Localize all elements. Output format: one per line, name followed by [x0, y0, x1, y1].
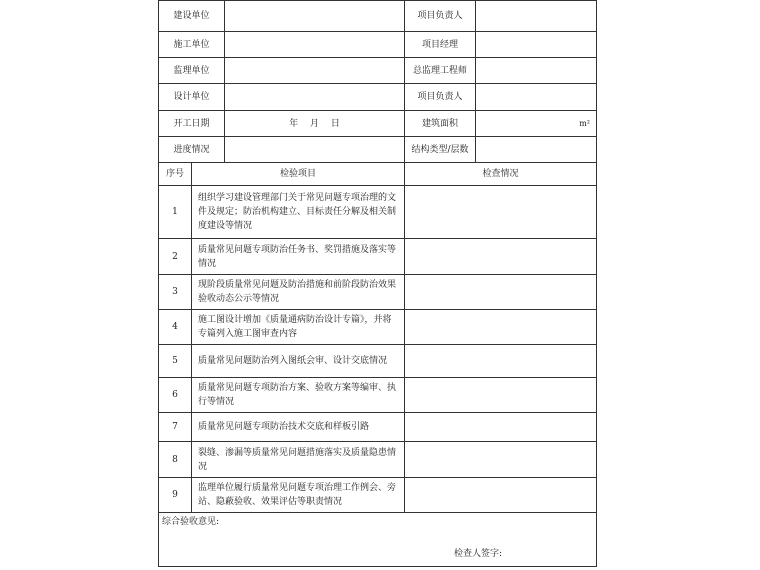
- row-no: 9: [172, 490, 178, 500]
- area-label: 建筑面积: [421, 118, 458, 129]
- row-item: 现阶段质量常见问题及防治措施和前阶段防治效果验收动态公示等情况: [198, 280, 397, 304]
- row-result-field[interactable]: [405, 186, 596, 238]
- row-item: 质量常见问题防治列入图纸会审、设计交底情况: [198, 356, 388, 366]
- design-lead-label: 项目负责人: [417, 92, 463, 102]
- row-item: 监理单位履行质量常见问题专项治理工作例会、旁站、隐蔽验收、效果评估等职责情况: [198, 483, 397, 507]
- row-item: 质量常见问题专项防治技术交底和样板引路: [198, 422, 370, 432]
- row-result-field[interactable]: [405, 478, 596, 512]
- col-item-header: 检验项目: [279, 169, 316, 179]
- area-unit: m²: [579, 118, 590, 128]
- project-lead-field[interactable]: [476, 1, 596, 31]
- builder-unit-field[interactable]: [225, 32, 404, 57]
- construction-unit-label: 建设单位: [173, 11, 210, 21]
- start-date-field[interactable]: 年 月 日: [289, 118, 340, 129]
- row-item: 裂缝、渗漏等质量常见问题措施落实及质量隐患情况: [198, 447, 397, 472]
- structure-field[interactable]: [476, 137, 596, 162]
- supervision-unit-field[interactable]: [225, 58, 404, 83]
- row-no: 2: [172, 251, 178, 262]
- design-unit-field[interactable]: [225, 84, 404, 110]
- row-no: 1: [172, 207, 178, 217]
- area-field[interactable]: [476, 111, 596, 136]
- project-manager-label: 项目经理: [421, 39, 458, 50]
- structure-label: 结构类型/层数: [411, 144, 469, 155]
- progress-field[interactable]: [225, 137, 404, 162]
- opinion-label: 综合验收意见:: [162, 517, 220, 527]
- row-no: 4: [172, 322, 178, 332]
- row-result-field[interactable]: [405, 310, 596, 344]
- row-result-field[interactable]: [405, 442, 596, 477]
- row-result-field[interactable]: [405, 275, 596, 309]
- row-item: 施工图设计增加《质量通病防治设计专篇》，并将专篇列入施工图审查内容: [198, 315, 392, 339]
- start-date-label: 开工日期: [173, 118, 210, 129]
- col-no-header: 序号: [165, 169, 184, 179]
- project-lead-label: 项目负责人: [417, 11, 463, 21]
- row-no: 6: [172, 390, 178, 400]
- row-no: 5: [172, 356, 178, 366]
- row-result-field[interactable]: [405, 413, 596, 441]
- project-manager-field[interactable]: [476, 32, 596, 57]
- row-result-field[interactable]: [405, 345, 596, 377]
- row-result-field[interactable]: [405, 378, 596, 412]
- chief-supervisor-label: 总监理工程师: [412, 65, 467, 76]
- design-unit-label: 设计单位: [173, 92, 210, 102]
- row-item: 质量常见问题专项防治任务书、奖罚措施及落实等情况: [198, 244, 397, 269]
- row-result-field[interactable]: [405, 239, 596, 274]
- signature-label: 检查人签字:: [454, 549, 503, 559]
- row-item: 组织学习建设管理部门关于常见问题专项治理的文件及规定；防治机构建立、目标责任分解及相关制度建设等情况: [198, 193, 397, 231]
- row-no: 7: [172, 422, 178, 432]
- row-no: 8: [172, 454, 178, 465]
- row-item: 质量常见问题专项防治方案、验收方案等编审、执行等情况: [198, 383, 397, 407]
- builder-unit-label: 施工单位: [173, 39, 210, 50]
- construction-unit-field[interactable]: [225, 1, 404, 31]
- inspection-form: [158, 0, 597, 567]
- chief-supervisor-field[interactable]: [476, 58, 596, 83]
- progress-label: 进度情况: [173, 144, 210, 155]
- design-lead-field[interactable]: [476, 84, 596, 110]
- row-no: 3: [172, 287, 178, 297]
- supervision-unit-label: 监理单位: [173, 65, 210, 76]
- col-result-header: 检查情况: [482, 169, 519, 179]
